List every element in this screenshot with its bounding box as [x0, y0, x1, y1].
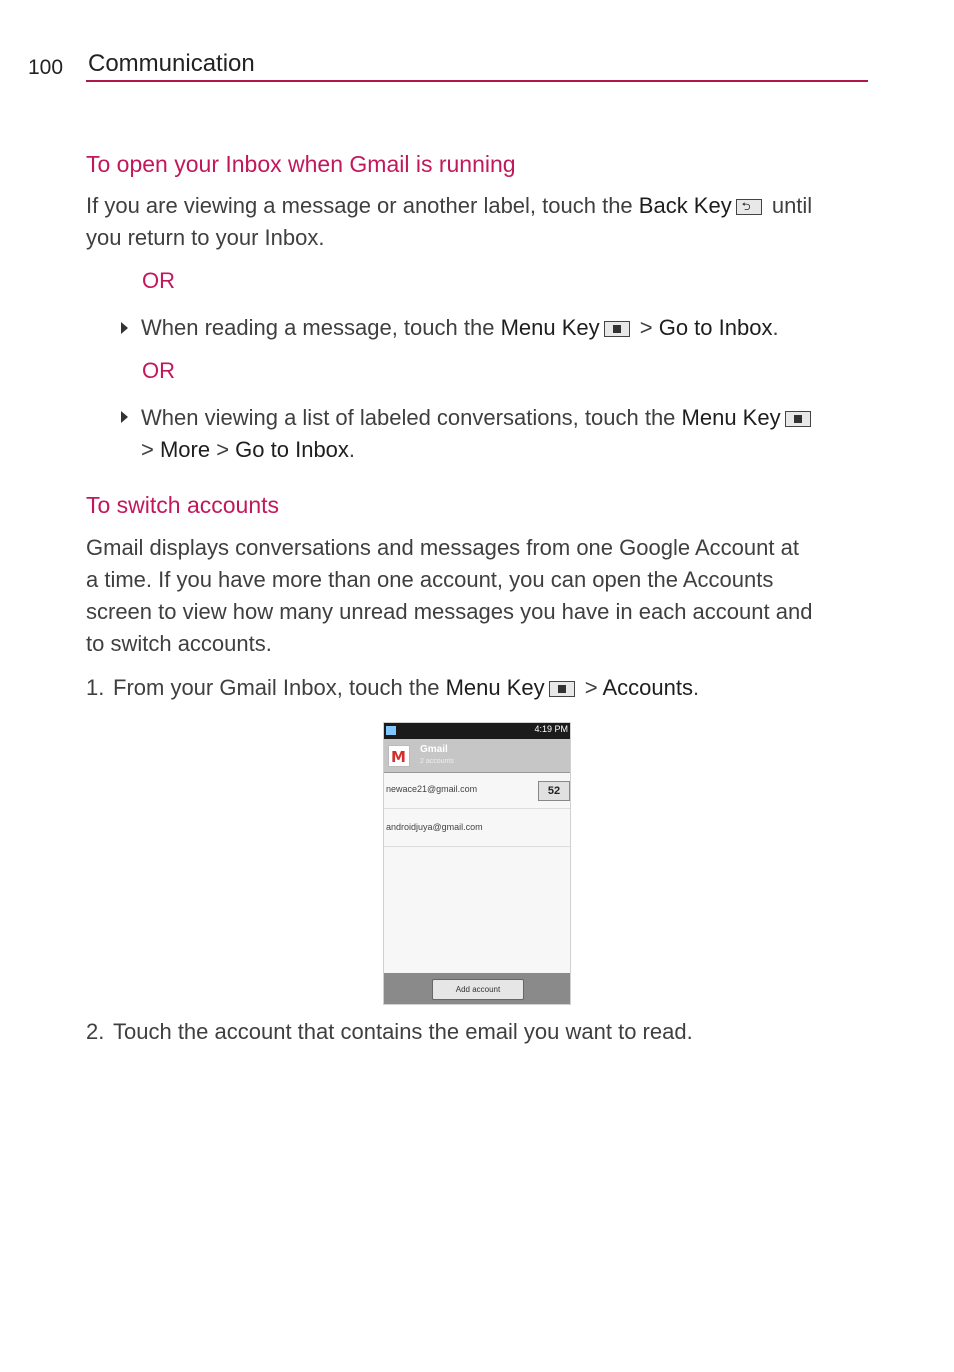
bullet-triangle-icon: [121, 321, 128, 339]
paragraph-switch-accounts: [86, 532, 886, 660]
step-2: Touch the account that contains the email you want to read.: [113, 1019, 693, 1044]
bullet-triangle-icon: [121, 410, 128, 428]
unread-count-badge: 52: [538, 781, 570, 801]
text: From your Gmail Inbox, touch the: [113, 675, 446, 700]
paragraph-open-inbox: [86, 190, 876, 254]
step-1-number: 1.: [86, 675, 105, 700]
text: >: [578, 675, 603, 700]
back-key-label: Back Key: [638, 193, 732, 218]
accounts-label: Accounts: [602, 675, 693, 700]
title-bar: [384, 739, 571, 773]
gmail-logo-icon: M: [388, 745, 410, 767]
or-label-1: OR: [142, 268, 175, 293]
text-line: a time. If you have more than one account, you can open the Accounts: [86, 567, 774, 592]
back-key-icon: ⮌: [736, 199, 762, 215]
text: .: [772, 315, 779, 340]
gmail-accounts-screenshot: [383, 722, 571, 1005]
bottom-bar: [384, 973, 571, 1005]
step-1: [113, 672, 699, 704]
text: >: [210, 437, 236, 462]
bullet-labeled-conversations: [141, 402, 871, 466]
section-title: Communication: [88, 50, 255, 77]
text: .: [348, 437, 356, 462]
text-line: to switch accounts.: [86, 631, 272, 656]
menu-key-label: Menu Key: [445, 675, 545, 700]
bullet-reading-message: [141, 312, 779, 344]
text-line: screen to view how many unread messages you have in each account and: [86, 599, 813, 624]
text: >: [141, 437, 160, 462]
add-account-button[interactable]: Add account: [432, 979, 524, 1000]
text: When reading a message, touch the: [141, 315, 501, 340]
status-bar: [384, 723, 571, 739]
heading-switch-accounts: To switch accounts: [86, 492, 280, 518]
text: When viewing a list of labeled conversations, touch the: [141, 405, 682, 430]
menu-key-icon: [604, 321, 630, 337]
more-label: More: [159, 437, 211, 462]
go-to-inbox-label: Go to Inbox: [235, 437, 349, 462]
account-row[interactable]: [384, 811, 571, 847]
text-line: Gmail displays conversations and messages from one Google Account at: [86, 535, 799, 560]
page-number: 100: [28, 56, 64, 79]
text: >: [633, 315, 659, 340]
text: you return to your Inbox.: [86, 225, 325, 250]
app-title: Gmail: [420, 744, 448, 755]
notification-icon: [386, 726, 396, 735]
text: .: [693, 675, 700, 700]
clock: 4:19 PM: [534, 724, 568, 734]
text: until: [765, 193, 813, 218]
heading-open-inbox: To open your Inbox when Gmail is running: [86, 151, 516, 177]
accounts-count: 2 accounts: [420, 758, 454, 765]
menu-key-label: Menu Key: [681, 405, 781, 430]
account-address: newace21@gmail.com: [386, 784, 478, 794]
go-to-inbox-label: Go to Inbox: [658, 315, 773, 340]
or-label-2: OR: [142, 358, 175, 383]
account-address: androidjuya@gmail.com: [386, 822, 483, 832]
menu-key-label: Menu Key: [500, 315, 600, 340]
step-2-number: 2.: [86, 1019, 105, 1044]
menu-key-icon: [785, 411, 811, 427]
text: If you are viewing a message or another label, touch the: [86, 193, 639, 218]
header-rule: [86, 80, 868, 82]
menu-key-icon: [549, 681, 575, 697]
